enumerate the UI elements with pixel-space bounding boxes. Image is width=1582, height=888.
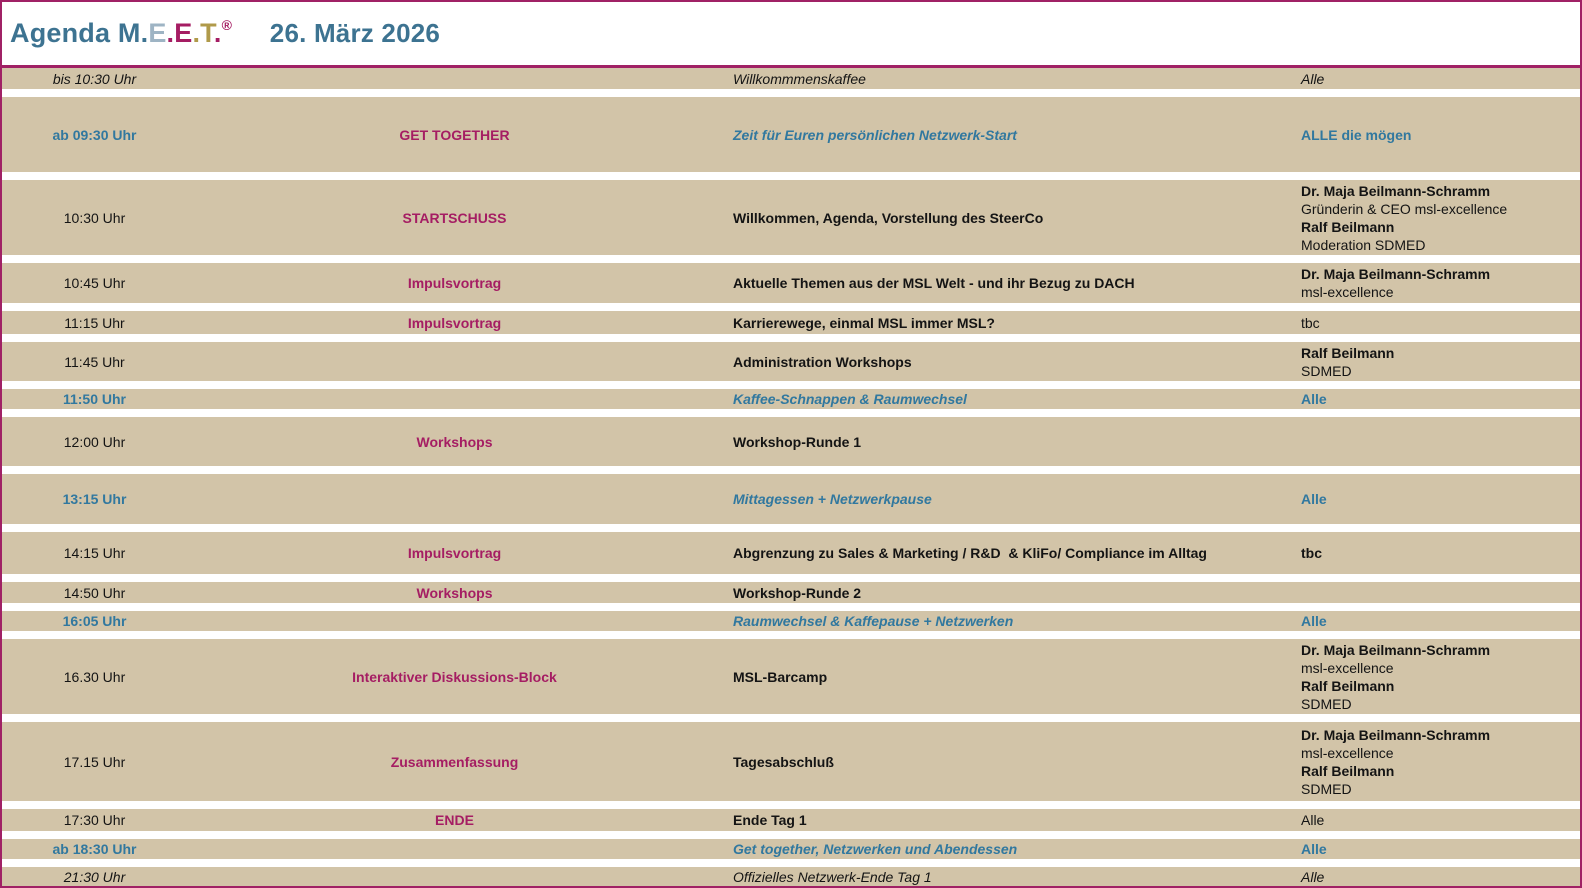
session-type-cell: GET TOGETHER: [399, 126, 510, 143]
session-type-cell: [187, 361, 722, 363]
session-type-cell: STARTSCHUSS: [402, 209, 507, 226]
speaker-line: Alle: [1301, 613, 1327, 629]
title-segment: .: [213, 18, 222, 48]
time-cell: 21:30 Uhr: [63, 869, 126, 885]
agenda-title-text: [10, 18, 222, 48]
session-type-cell: [187, 78, 722, 80]
agenda-row: [2, 611, 1580, 631]
speaker-line: Ralf Beilmann: [1301, 344, 1395, 361]
speakers-cell: [1294, 611, 1580, 631]
description-cell: MSL-Barcamp: [733, 668, 828, 685]
agenda-row: [2, 722, 1580, 801]
title-segment: Agenda M: [10, 18, 141, 48]
description-cell: Zeit für Euren persönlichen Netzwerk-Start: [733, 126, 1017, 143]
time-cell: 16.30 Uhr: [63, 668, 126, 685]
agenda-table: [2, 65, 1580, 887]
agenda-row: [2, 68, 1580, 89]
speaker-line: msl-excellence: [1301, 744, 1394, 761]
title-segment: E: [148, 18, 167, 48]
agenda-row: [2, 839, 1580, 859]
title-segment: .: [192, 18, 201, 48]
speakers-cell: [1294, 543, 1580, 563]
time-cell: 11:15 Uhr: [64, 314, 125, 331]
description-cell: Aktuelle Themen aus der MSL Welt - und ihr Bezug zu DACH: [733, 275, 1135, 291]
agenda-row: [2, 417, 1580, 466]
speakers-cell: [1294, 343, 1580, 381]
agenda-row: [2, 263, 1580, 303]
time-cell: 14:50 Uhr: [63, 584, 126, 601]
session-type-cell: [187, 876, 722, 878]
speakers-cell: [1294, 489, 1580, 509]
speaker-line: msl-excellence: [1301, 659, 1394, 676]
session-type-cell: Workshops: [416, 433, 493, 450]
registered-trademark-symbol: ®: [221, 17, 233, 33]
speaker-line: Ralf Beilmann: [1301, 677, 1395, 694]
speakers-cell: [1294, 69, 1580, 89]
session-type-cell: Impulsvortrag: [407, 314, 502, 331]
speakers-cell: [1294, 839, 1580, 859]
speaker-line: tbc: [1301, 314, 1320, 331]
session-type-cell: [187, 398, 722, 400]
speaker-line: tbc: [1301, 545, 1322, 561]
speaker-line: Moderation SDMED: [1301, 236, 1426, 253]
agenda-row: [2, 867, 1580, 887]
description-cell: Willkommen, Agenda, Vorstellung des SteerCo: [733, 209, 1044, 226]
speaker-line: Dr. Maja Beilmann-Schramm: [1301, 641, 1491, 658]
time-cell: 10:30 Uhr: [63, 209, 126, 226]
speakers-cell: [1294, 125, 1580, 145]
time-cell: 17.15 Uhr: [63, 753, 126, 770]
speaker-line: Alle: [1301, 491, 1327, 507]
title-segment: E: [174, 18, 193, 48]
agenda-row: [2, 639, 1580, 714]
time-cell: bis 10:30 Uhr: [52, 70, 137, 87]
speaker-line: Dr. Maja Beilmann-Schramm: [1301, 266, 1491, 282]
description-cell: Raumwechsel & Kaffepause + Netzwerken: [733, 613, 1014, 629]
description-cell: Ende Tag 1: [733, 812, 807, 828]
agenda-row: [2, 389, 1580, 409]
agenda-row: [2, 809, 1580, 831]
title-segment: .: [166, 18, 175, 48]
agenda-row: [2, 97, 1580, 172]
speaker-line: Ralf Beilmann: [1301, 218, 1395, 235]
session-type-cell: [187, 848, 722, 850]
speaker-line: Dr. Maja Beilmann-Schramm: [1301, 182, 1491, 199]
description-cell: Workshop-Runde 1: [733, 433, 862, 450]
speakers-cell: [1294, 313, 1580, 333]
speaker-line: SDMED: [1301, 780, 1352, 797]
agenda-date: 26. März 2026: [269, 18, 441, 48]
agenda-row: [2, 474, 1580, 524]
time-cell: 12:00 Uhr: [63, 433, 126, 450]
speaker-line: Alle: [1301, 812, 1325, 828]
session-type-cell: [187, 498, 722, 500]
agenda-row: [2, 582, 1580, 603]
speakers-cell: [1294, 389, 1580, 409]
title-segment: .: [140, 18, 149, 48]
description-cell: Get together, Netzwerken und Abendessen: [733, 841, 1018, 857]
speakers-cell: [1294, 441, 1580, 443]
time-cell: 13:15 Uhr: [62, 491, 127, 507]
speaker-line: SDMED: [1301, 695, 1352, 712]
description-cell: Workshop-Runde 2: [733, 584, 862, 601]
title-segment: T: [200, 18, 214, 48]
speakers-cell: [1294, 867, 1580, 887]
speaker-line: Alle: [1301, 841, 1327, 857]
agenda-row: [2, 532, 1580, 574]
time-cell: 10:45 Uhr: [63, 275, 126, 291]
time-cell: 11:45 Uhr: [64, 353, 125, 370]
time-cell: 14:15 Uhr: [63, 545, 126, 561]
time-cell: 17:30 Uhr: [63, 812, 126, 828]
time-cell: ab 18:30 Uhr: [52, 841, 137, 857]
speaker-line: Ralf Beilmann: [1301, 762, 1395, 779]
speaker-line: msl-excellence: [1301, 284, 1394, 300]
speaker-line: Alle: [1301, 869, 1325, 885]
speakers-cell: [1294, 264, 1580, 302]
speakers-cell: [1294, 181, 1580, 255]
session-type-cell: Impulsvortrag: [407, 275, 502, 291]
agenda-row: [2, 311, 1580, 334]
session-type-cell: Workshops: [416, 584, 493, 601]
description-cell: Kaffee-Schnappen & Raumwechsel: [733, 391, 967, 407]
session-type-cell: Zusammenfassung: [390, 753, 519, 770]
speakers-cell: [1294, 810, 1580, 830]
session-type-cell: Impulsvortrag: [407, 545, 502, 561]
session-type-cell: ENDE: [435, 812, 474, 828]
description-cell: Administration Workshops: [733, 353, 912, 370]
speakers-cell: [1294, 640, 1580, 714]
session-type-cell: Interaktiver Diskussions-Block: [352, 668, 557, 685]
agenda-row: [2, 342, 1580, 381]
speaker-line: Alle: [1301, 70, 1325, 87]
speaker-line: Dr. Maja Beilmann-Schramm: [1301, 726, 1491, 743]
description-cell: Offizielles Netzwerk-Ende Tag 1: [733, 869, 932, 885]
speaker-line: ALLE die mögen: [1301, 126, 1412, 143]
time-cell: ab 09:30 Uhr: [52, 126, 137, 143]
session-type-cell: [187, 620, 722, 622]
agenda-row: [2, 180, 1580, 255]
description-cell: Karrierewege, einmal MSL immer MSL?: [733, 314, 995, 331]
description-cell: Abgrenzung zu Sales & Marketing / R&D & KliFo/ Compliance im Alltag: [733, 545, 1207, 561]
description-cell: Willkommmenskaffee: [733, 70, 866, 87]
description-cell: Tagesabschluß: [733, 753, 834, 770]
time-cell: 11:50 Uhr: [62, 391, 127, 407]
page-header: [2, 2, 1580, 65]
speaker-line: Gründerin & CEO msl-excellence: [1301, 200, 1508, 217]
page-title: [10, 18, 440, 49]
speaker-line: Alle: [1301, 391, 1327, 407]
speakers-cell: [1294, 725, 1580, 799]
description-cell: Mittagessen + Netzwerkpause: [733, 491, 932, 507]
speaker-line: SDMED: [1301, 362, 1352, 379]
speakers-cell: [1294, 592, 1580, 594]
time-cell: 16:05 Uhr: [62, 613, 127, 629]
